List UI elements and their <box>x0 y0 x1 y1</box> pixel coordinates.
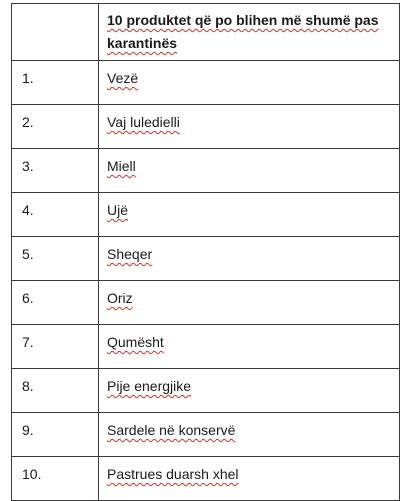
product-name-cell[interactable] <box>99 281 400 325</box>
row-number-cell[interactable]: 4. <box>12 193 99 237</box>
product-name: Vaj luledielli <box>107 114 180 130</box>
table-row <box>12 61 400 105</box>
product-name: Ujë <box>107 202 129 218</box>
product-name-cell[interactable] <box>99 457 400 501</box>
row-number-cell[interactable]: 1. <box>12 61 99 105</box>
row-number-cell[interactable]: 7. <box>12 325 99 369</box>
table-row <box>12 149 400 193</box>
product-name: Pije energjike <box>107 378 192 394</box>
table-row <box>12 325 400 369</box>
table-row <box>12 193 400 237</box>
product-name: Sheqer <box>107 246 153 262</box>
product-name-cell[interactable] <box>99 369 400 413</box>
products-table <box>11 3 400 501</box>
product-name: Qumësht <box>107 334 164 350</box>
product-name-cell[interactable] <box>99 61 400 105</box>
row-number-cell[interactable]: 8. <box>12 369 99 413</box>
table-row <box>12 105 400 149</box>
product-name: Oriz <box>107 290 133 306</box>
product-name-cell[interactable] <box>99 193 400 237</box>
row-number-cell[interactable]: 2. <box>12 105 99 149</box>
product-name: Sardele në konservë <box>107 422 236 438</box>
row-number-cell[interactable]: 3. <box>12 149 99 193</box>
table-row <box>12 457 400 501</box>
product-name-cell[interactable] <box>99 413 400 457</box>
product-name: Vezë <box>107 70 139 86</box>
product-name-cell[interactable] <box>99 325 400 369</box>
header-empty-cell[interactable] <box>12 4 99 61</box>
table-row <box>12 237 400 281</box>
row-number-cell[interactable]: 9. <box>12 413 99 457</box>
table-row <box>12 281 400 325</box>
product-name-cell[interactable] <box>99 149 400 193</box>
table-header-row <box>12 4 400 61</box>
product-name-cell[interactable] <box>99 105 400 149</box>
product-name: Miell <box>107 158 136 174</box>
table-row <box>12 413 400 457</box>
row-number-cell[interactable]: 10. <box>12 457 99 501</box>
table-header-text: 10 produktet që po blihen më shumë pas karantinës <box>107 12 379 51</box>
product-name: Pastrues duarsh xhel <box>107 466 239 482</box>
row-number-cell[interactable]: 6. <box>12 281 99 325</box>
product-name-cell[interactable] <box>99 237 400 281</box>
header-cell[interactable] <box>99 4 400 61</box>
table-row <box>12 369 400 413</box>
row-number-cell[interactable]: 5. <box>12 237 99 281</box>
